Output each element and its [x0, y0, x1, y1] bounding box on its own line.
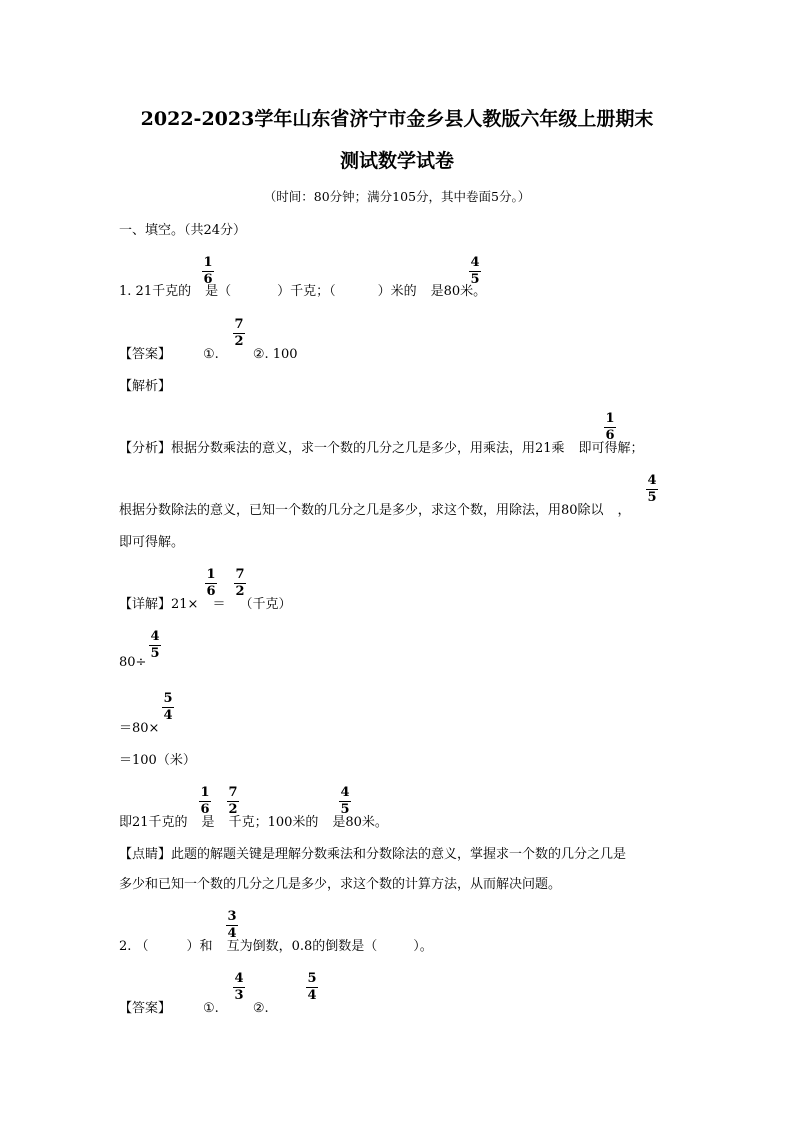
fraction-1-6: 1 6: [206, 567, 216, 599]
solution-line3: ＝80×: [119, 721, 160, 736]
fraction-7-2: 7 2: [228, 785, 238, 817]
key-point-line2: 多少和已知一个数的几分之几是多少，求这个数的计算方法，从而解决问题。: [119, 877, 562, 892]
solution-line4: ＝100（米）: [119, 753, 196, 768]
conclusion-line: 即21千克的 是 千克；100米的 是80米。: [119, 815, 388, 830]
fraction-4-5: 4 5: [647, 473, 657, 505]
analysis-label: 【解析】: [119, 379, 172, 394]
fraction-7-2: 7 2: [235, 567, 245, 599]
fraction-4-5: 4 5: [150, 629, 160, 661]
fraction-3-4: 3 4: [227, 909, 237, 941]
section-heading: 一、填空。（共24分）: [119, 223, 247, 238]
question-1: 1. 21千克的 是（ ）千克；（ ）米的 是80米。: [119, 284, 487, 299]
answer-1: 【答案】 ①. ②. 100: [119, 347, 298, 362]
document-subtitle: （时间：80分钟；满分105分，其中卷面5分。）: [263, 189, 531, 204]
solution-line1: 【详解】21× ＝ （千克）: [119, 597, 292, 612]
key-point-line1: 【点睛】此题的解题关键是理解分数乘法和分数除法的意义，掌握求一个数的几分之几是: [119, 847, 627, 862]
fraction-7-2: 7 2: [234, 317, 244, 349]
document-title-line1: 2022-2023学年山东省济宁市金乡县人教版六年级上册期末: [140, 108, 654, 130]
analysis-line2: 根据分数除法的意义，已知一个数的几分之几是多少，求这个数，用除法，用80除以 ，: [119, 503, 631, 518]
question-2: 2. （ ）和 互为倒数，0.8的倒数是（ ）。: [119, 939, 433, 954]
fraction-1-6: 1 6: [605, 411, 615, 443]
analysis-line1: 【分析】根据分数乘法的意义，求一个数的几分之几是多少，用乘法，用21乘 即可得解；: [119, 441, 644, 456]
solution-line2: 80÷: [119, 655, 147, 670]
fraction-1-6: 1 6: [200, 785, 210, 817]
fraction-5-4: 5 4: [307, 971, 317, 1003]
answer-2: 【答案】 ①. ②.: [119, 1001, 269, 1016]
fraction-1-6: 1 6: [203, 255, 213, 287]
document-title-line2: 测试数学试卷: [339, 150, 454, 172]
fraction-4-3: 4 3: [234, 971, 244, 1003]
fraction-4-5: 4 5: [470, 255, 480, 287]
fraction-4-5: 4 5: [340, 785, 350, 817]
fraction-5-4: 5 4: [163, 691, 173, 723]
analysis-line3: 即可得解。: [119, 535, 185, 550]
